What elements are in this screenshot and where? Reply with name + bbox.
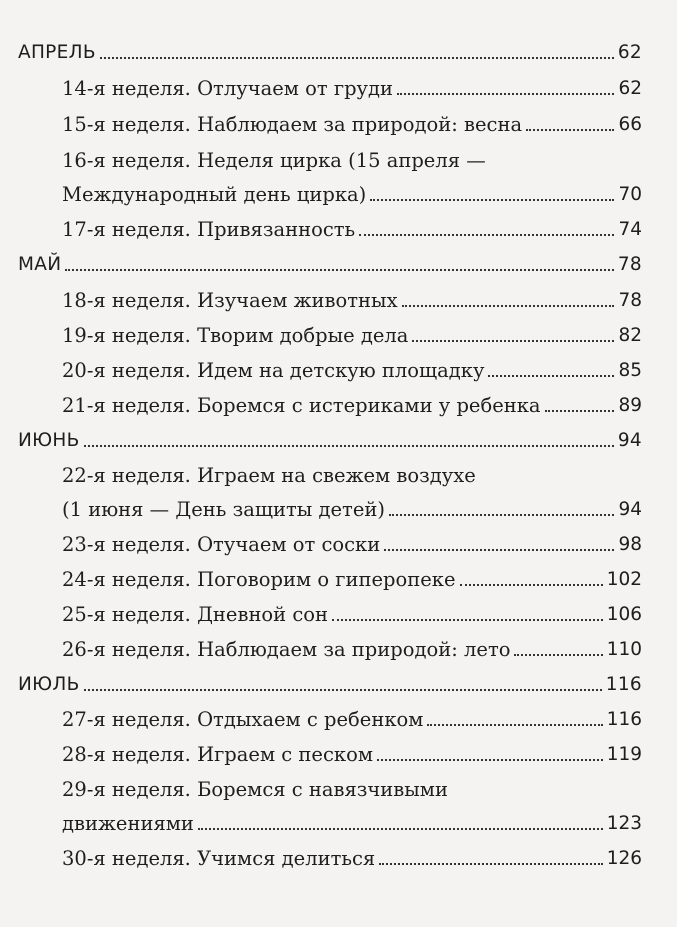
toc-entry-week-30: [62, 840, 642, 872]
dot-leader: [384, 548, 614, 551]
dot-leader: [514, 653, 602, 656]
toc-page-number: 110: [606, 639, 642, 660]
toc-entry-week-26: [62, 631, 642, 663]
toc-entry-week-29-line-1: [62, 771, 642, 803]
toc-entry-title: 28-я неделя. Играем с песком: [62, 743, 373, 766]
dot-leader: [198, 827, 603, 830]
toc-page-number: 126: [606, 848, 642, 869]
dot-leader: [332, 618, 603, 621]
toc-entry-week-23: [62, 526, 642, 558]
toc-page-number: 66: [618, 114, 642, 135]
toc-entry-week-22: [62, 491, 642, 523]
toc-month-july: [18, 666, 642, 698]
toc-entry-week-22-line-1: [62, 457, 642, 489]
toc-page-number: 94: [618, 499, 642, 520]
toc-page-number: 62: [617, 42, 642, 63]
toc-page-number: 98: [618, 534, 642, 555]
dot-leader: [389, 513, 614, 516]
toc-page-number: 78: [617, 254, 642, 275]
toc-entry-title: 15-я неделя. Наблюдаем за природой: весна: [62, 113, 523, 136]
dot-leader: [359, 233, 614, 236]
toc-page-number: 70: [618, 184, 642, 205]
toc-page-number: 85: [618, 360, 642, 381]
toc-entry-title: 19-я неделя. Творим добрые дела: [62, 324, 409, 347]
toc-entry-week-14: [62, 70, 642, 102]
toc-entry-week-25: [62, 596, 642, 628]
toc-entry-title: 21-я неделя. Боремся с истериками у ребенка: [62, 394, 541, 417]
toc-entry-title: 25-я неделя. Дневной сон: [62, 603, 329, 626]
toc-entry-title: 23-я неделя. Отучаем от соски: [62, 533, 381, 556]
dot-leader: [488, 374, 614, 377]
toc-entry-week-15: [62, 106, 642, 138]
toc-entry-title-continuation: (1 июня — День защиты детей): [62, 498, 385, 521]
dot-leader: [377, 758, 603, 761]
toc-entry-title-continuation: движениями: [62, 812, 194, 835]
toc-entry-title: 14-я неделя. Отлучаем от груди: [62, 77, 394, 100]
toc-page-number: 82: [618, 325, 642, 346]
toc-entry-title: 26-я неделя. Наблюдаем за природой: лето: [62, 638, 511, 661]
dot-leader: [379, 862, 602, 865]
toc-entry-week-29: [62, 805, 642, 837]
dot-leader: [545, 409, 615, 412]
toc-month-title: АПРЕЛЬ: [18, 42, 96, 63]
dot-leader: [526, 128, 614, 131]
toc-page-number: 119: [606, 744, 642, 765]
dot-leader: [402, 304, 615, 307]
toc-page-number: 74: [618, 219, 642, 240]
toc-entry-week-18: [62, 282, 642, 314]
toc-entry-title: 17-я неделя. Привязанность: [62, 218, 356, 241]
toc-entry-week-17: [62, 211, 642, 243]
toc-entry-title: 27-я неделя. Отдыхаем с ребенком: [62, 708, 424, 731]
toc-page-number: 62: [618, 78, 642, 99]
toc-entry-week-20: [62, 352, 642, 384]
toc-page-number: 102: [606, 569, 642, 590]
dot-leader: [84, 444, 614, 447]
toc-entry-week-27: [62, 701, 642, 733]
toc-page-number: 116: [606, 709, 642, 730]
toc-month-title: МАЙ: [18, 254, 62, 275]
dot-leader: [100, 56, 614, 59]
toc-month-title: ИЮЛЬ: [18, 674, 80, 695]
toc-entry-title: 30-я неделя. Учимся делиться: [62, 847, 376, 870]
toc-entry-week-16-line-1: [62, 142, 642, 174]
toc-month-may: [18, 246, 642, 278]
dot-leader: [84, 688, 602, 691]
toc-entry-week-24: [62, 561, 642, 593]
toc-entry-title: 24-я неделя. Поговорим о гиперопеке: [62, 568, 456, 591]
toc-month-april: [18, 34, 642, 66]
toc-page-number: 106: [606, 604, 642, 625]
toc-entry-week-28: [62, 736, 642, 768]
dot-leader: [412, 339, 614, 342]
toc-month-june: [18, 422, 642, 454]
toc-page-number: 94: [617, 430, 642, 451]
toc-month-title: ИЮНЬ: [18, 430, 80, 451]
toc-entry-title: 22-я неделя. Играем на свежем воздухе: [62, 464, 476, 487]
toc-entry-title: 29-я неделя. Боремся с навязчивыми: [62, 778, 448, 801]
toc-entry-title: 16-я неделя. Неделя цирка (15 апреля —: [62, 149, 486, 172]
dot-leader: [427, 723, 602, 726]
toc-entry-week-21: [62, 387, 642, 419]
dot-leader: [460, 583, 603, 586]
toc-entry-week-19: [62, 317, 642, 349]
toc-page-number: 89: [618, 395, 642, 416]
dot-leader: [370, 198, 614, 201]
toc-page-number: 116: [605, 674, 642, 695]
toc-entry-title-continuation: Международный день цирка): [62, 183, 367, 206]
toc-entry-title: 18-я неделя. Изучаем животных: [62, 289, 398, 312]
toc-entry-week-16: [62, 176, 642, 208]
toc-entry-title: 20-я неделя. Идем на детскую площадку: [62, 359, 485, 382]
dot-leader: [397, 92, 614, 95]
toc-page-number: 123: [606, 813, 642, 834]
toc-page-number: 78: [618, 290, 642, 311]
dot-leader: [65, 268, 614, 271]
